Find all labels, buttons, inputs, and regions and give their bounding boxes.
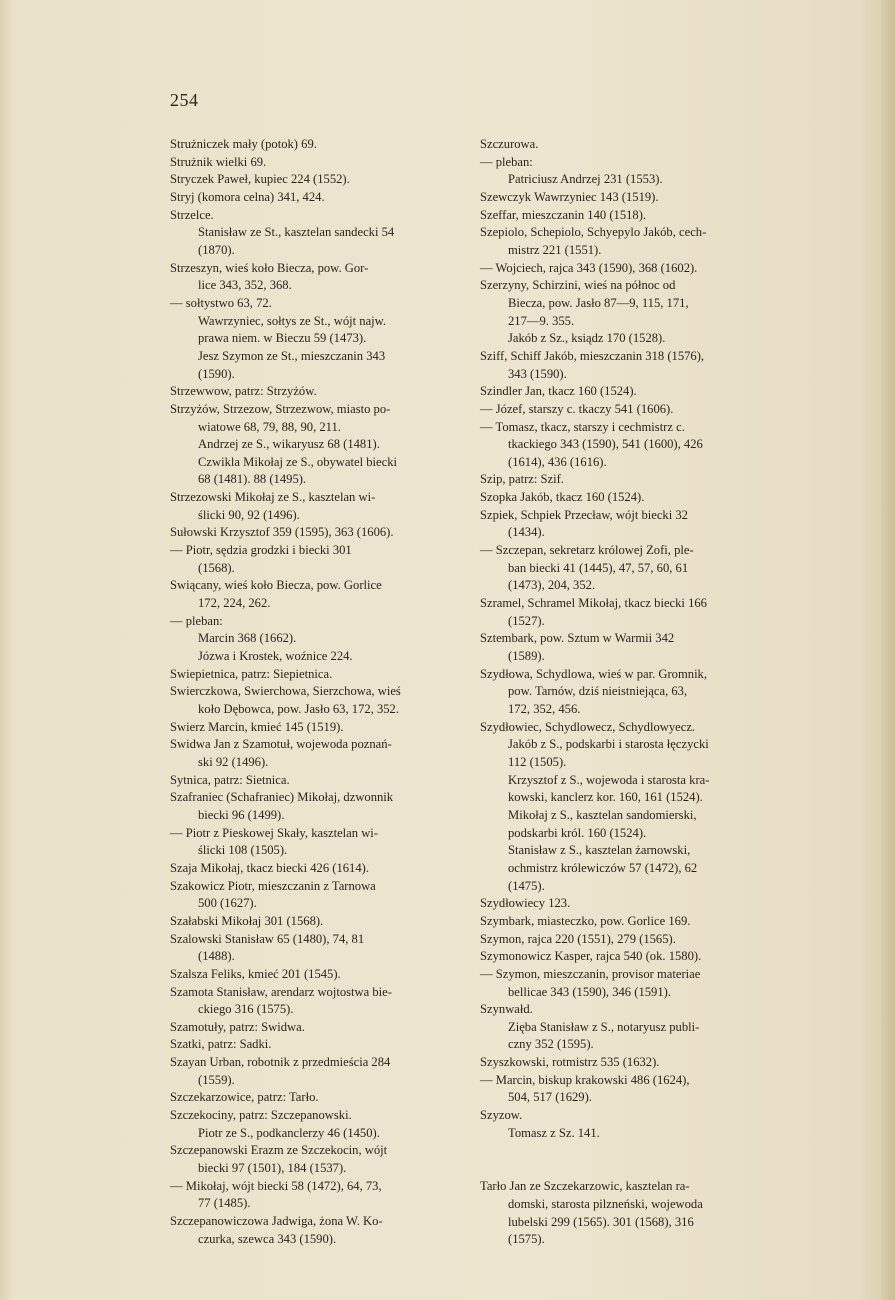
index-entry-line: Sułowski Krzysztof 359 (1595), 363 (1606). [170, 525, 394, 540]
index-entry-line: (1870). [198, 242, 235, 257]
index-entry-line: Swidwa Jan z Szamotuł, wojewoda poznań- [170, 737, 392, 752]
index-entry-line: Strzewwow, patrz: Strzyżów. [170, 384, 317, 399]
index-entry-line: Szamotuły, patrz: Swidwa. [170, 1019, 305, 1034]
index-entry-line: Szymbark, miasteczko, pow. Gorlice 169. [480, 913, 691, 928]
index-entry-line: 172, 224, 262. [198, 596, 271, 611]
index-entry-line: ochmistrz królewiczów 57 (1472), 62 [508, 860, 698, 875]
index-entry-line: Szymonowicz Kasper, rajca 540 (ok. 1580). [480, 949, 702, 964]
index-entry-line: domski, starosta pilzneński, wojewoda [508, 1197, 703, 1212]
index-entry-line: mistrz 221 (1551). [508, 242, 602, 257]
index-entry-line: Szydłowiecy 123. [480, 896, 571, 911]
index-entry-line: Zięba Stanisław z S., notaryusz publi- [508, 1019, 700, 1034]
index-entry-line: — Szymon, mieszczanin, provisor materiae [480, 966, 701, 981]
index-entry-line: (1473), 204, 352. [508, 578, 596, 593]
index-entry-line: (1559). [198, 1072, 235, 1087]
index-entry-line: Szindler Jan, tkacz 160 (1524). [480, 384, 637, 399]
index-entry-line: prawa niem. w Bieczu 59 (1473). [198, 331, 367, 346]
index-entry-line: Stanisław ze St., kasztelan sandecki 54 [198, 225, 395, 240]
right-column-tail [480, 1178, 768, 1249]
index-entry-line: Stanisław z S., kasztelan żarnowski, [508, 843, 691, 858]
index-entry-line: — pleban: [170, 613, 223, 628]
index-entry-line: Szepiolo, Schepiolo, Schyepylo Jakób, cech- [480, 225, 707, 240]
index-entry-line: Szerzyny, Schirzini, wieś na północ od [480, 278, 676, 293]
index-entry-line: Szewczyk Wawrzyniec 143 (1519). [480, 189, 659, 204]
index-entry-line: pow. Tarnów, dziś nieistniejąca, 63, [508, 684, 688, 699]
index-entry-line: 172, 352, 456. [508, 702, 581, 716]
index-entry-line: Szalsza Feliks, kmieć 201 (1545). [170, 966, 341, 981]
index-entry-line: tkackiego 343 (1590), 541 (1600), 426 [508, 437, 703, 452]
index-entry-line: — Szczepan, sekretarz królowej Zofi, ple- [480, 543, 694, 558]
index-entry-line: Sztembark, pow. Sztum w Warmii 342 [480, 631, 675, 646]
index-entry-line: biecki 97 (1501), 184 (1537). [198, 1161, 347, 1176]
index-entry-line: Szyszkowski, rotmistrz 535 (1632). [480, 1055, 660, 1070]
index-entry-line: podskarbi król. 160 (1524). [508, 825, 647, 840]
index-entry-line: — Piotr z Pieskowej Skały, kasztelan wi- [170, 825, 378, 840]
index-entry-line: Szayan Urban, robotnik z przedmieścia 284 [170, 1055, 391, 1070]
index-entry-line: Szramel, Schramel Mikołaj, tkacz biecki 166 [480, 596, 707, 611]
index-entry-line: (1614), 436 (1616). [508, 454, 607, 469]
index-entry-line: bellicae 343 (1590), 346 (1591). [508, 984, 671, 999]
index-entry-line: Szałabski Mikołaj 301 (1568). [170, 913, 324, 928]
index-entry-line: czurka, szewca 343 (1590). [198, 1231, 337, 1246]
index-entry-line: Szatki, patrz: Sadki. [170, 1037, 272, 1052]
index-entry-line: Swiącany, wieś koło Biecza, pow. Gorlice [170, 578, 382, 593]
index-column-right [480, 136, 768, 1249]
index-entry-line: (1527). [508, 613, 545, 628]
index-entry-line: ban biecki 41 (1445), 47, 57, 60, 61 [508, 560, 689, 575]
index-entry-line: Stryczek Paweł, kupiec 224 (1552). [170, 172, 350, 187]
index-entry-line: 217—9. 355. [508, 313, 575, 328]
index-entry-line: Szczepanowiczowa Jadwiga, żona W. Ko- [170, 1214, 383, 1229]
index-entry-line: 77 (1485). [198, 1196, 251, 1211]
index-entry-line: — Tomasz, tkacz, starszy i cechmistrz c. [480, 419, 685, 434]
index-entry-line: (1575). [508, 1232, 545, 1247]
index-entry-line: (1590). [198, 366, 235, 381]
index-entry-line: Andrzej ze S., wikaryusz 68 (1481). [198, 437, 380, 452]
index-entry-line: Strzezowski Mikołaj ze S., kasztelan wi- [170, 490, 376, 505]
index-entry-line: (1475). [508, 878, 545, 893]
index-entry-line: Szydłowiec, Schydlowecz, Schydlowyecz. [480, 719, 696, 734]
index-entry-line: — sołtystwo 63, 72. [170, 295, 272, 310]
index-entry-line: koło Dębowca, pow. Jasło 63, 172, 352. [198, 702, 400, 716]
index-entry-line: — Piotr, sędzia grodzki i biecki 301 [170, 543, 352, 558]
index-entry-line: Stryj (komora celna) 341, 424. [170, 189, 325, 204]
index-entry-line: Szakowicz Piotr, mieszczanin z Tarnowa [170, 878, 376, 893]
index-entry-line: 343 (1590). [508, 366, 567, 381]
index-entry-line: Szopka Jakób, tkacz 160 (1524). [480, 490, 645, 505]
index-entry-line: Czwikla Mikołaj ze S., obywatel biecki [198, 454, 398, 469]
index-entry-line: Strzelce. [170, 207, 214, 222]
index-entry-line: Szczekarzowice, patrz: Tarło. [170, 1090, 319, 1105]
index-entry-line: Jakób z S., podskarbi i starosta łęczycki [508, 737, 709, 752]
index-entry-line: — Marcin, biskup krakowski 486 (1624), [480, 1072, 690, 1087]
index-entry-line: ski 92 (1496). [198, 754, 269, 769]
index-entry-line: Swiepietnica, patrz: Siepietnica. [170, 666, 333, 681]
index-entry-line: (1589). [508, 649, 545, 664]
index-entry-line: Szczurowa. [480, 137, 539, 151]
index-entry-line: Szymon, rajca 220 (1551), 279 (1565). [480, 931, 676, 946]
index-entry-line: ckiego 316 (1575). [198, 1002, 294, 1017]
index-entry-line: Szczekociny, patrz: Szczepanowski. [170, 1108, 352, 1123]
index-entry-line: Szip, patrz: Szif. [480, 472, 564, 487]
index-entry-line: Sytnica, patrz: Sietnica. [170, 772, 290, 787]
index-entry-line: Krzysztof z S., wojewoda i starosta kra- [508, 772, 710, 787]
index-entry-line: Józwa i Krostek, woźnice 224. [198, 649, 353, 664]
index-entry-line: Szamota Stanisław, arendarz wojtostwa bie- [170, 984, 392, 999]
index-entry-line: ślicki 90, 92 (1496). [198, 507, 300, 522]
index-entry-line: biecki 96 (1499). [198, 807, 285, 822]
index-entry-line: (1568). [198, 560, 235, 575]
index-entry-line: — Józef, starszy c. tkaczy 541 (1606). [480, 401, 674, 416]
index-entry-line: Piotr ze S., podkanclerzy 46 (1450). [198, 1125, 380, 1140]
index-entry-line: Strużniczek mały (potok) 69. [170, 137, 317, 151]
index-entry-line: czny 352 (1595). [508, 1037, 594, 1052]
index-entry-line: 504, 517 (1629). [508, 1090, 592, 1105]
index-entry-line: — Mikołaj, wójt biecki 58 (1472), 64, 73, [170, 1178, 382, 1193]
index-entry-line: wiatowe 68, 79, 88, 90, 211. [198, 419, 341, 434]
index-entry-line: 500 (1627). [198, 896, 257, 911]
index-entry-line: Wawrzyniec, sołtys ze St., wójt najw. [198, 313, 387, 328]
section-gap [480, 1142, 768, 1178]
index-entry-line: Mikołaj z S., kasztelan sandomierski, [508, 807, 697, 822]
page-edge [881, 0, 895, 1300]
index-entry-line: Szydłowa, Schydlowa, wieś w par. Gromnik, [480, 666, 708, 681]
index-entry-line: Szeffar, mieszczanin 140 (1518). [480, 207, 647, 222]
index-entry-line: Szalowski Stanisław 65 (1480), 74, 81 [170, 931, 365, 946]
index-entry-line: Tomasz z Sz. 141. [508, 1125, 600, 1140]
index-entry-line: Szaja Mikołaj, tkacz biecki 426 (1614). [170, 860, 369, 875]
index-entry-line: Szpiek, Schpiek Przecław, wójt biecki 32 [480, 507, 688, 522]
index-entry-line: Strużnik wielki 69. [170, 154, 267, 169]
index-entry-line: — pleban: [480, 154, 533, 169]
index-entry-line: lice 343, 352, 368. [198, 278, 292, 293]
index-entry-line: Tarło Jan ze Szczekarzowic, kasztelan ra- [480, 1179, 690, 1194]
right-column-main [480, 136, 768, 1142]
index-entry-line: Swierczkowa, Swierchowa, Sierzchowa, wieś [170, 684, 401, 699]
index-entry-line: Strzeszyn, wieś koło Biecza, pow. Gor- [170, 260, 369, 275]
index-entry-line: Szafraniec (Schafraniec) Mikołaj, dzwonnik [170, 790, 394, 805]
index-entry-line: ślicki 108 (1505). [198, 843, 288, 858]
index-entry-line: Swierz Marcin, kmieć 145 (1519). [170, 719, 344, 734]
index-entry-line: Szczepanowski Erazm ze Szczekocin, wójt [170, 1143, 388, 1158]
index-entry-line: Strzyżów, Strzezow, Strzezwow, miasto po- [170, 401, 391, 416]
index-entry-line: Marcin 368 (1662). [198, 631, 297, 646]
index-entry-line: (1488). [198, 949, 235, 964]
index-entry-line: Jakób z Sz., ksiądz 170 (1528). [508, 331, 666, 346]
index-entry-line: Sziff, Schiff Jakób, mieszczanin 318 (1576), [480, 348, 705, 363]
index-column-left [170, 136, 458, 1248]
index-entry-line: Szyzow. [480, 1108, 523, 1123]
index-entry-line: Jesz Szymon ze St., mieszczanin 343 [198, 348, 386, 363]
index-entry-line: Biecza, pow. Jasło 87—9, 115, 171, [508, 295, 689, 310]
index-entry-line: (1434). [508, 525, 545, 540]
index-entry-line: 68 (1481). 88 (1495). [198, 472, 307, 487]
index-entry-line: — Wojciech, rajca 343 (1590), 368 (1602). [480, 260, 698, 275]
index-entry-line: Szynwałd. [480, 1002, 533, 1017]
page-number: 254 [170, 90, 199, 110]
index-entry-line: 112 (1505). [508, 754, 567, 769]
index-entry-line: kowski, kanclerz kor. 160, 161 (1524). [508, 790, 703, 805]
index-entry-line: Patriciusz Andrzej 231 (1553). [508, 172, 663, 187]
index-entry-line: lubelski 299 (1565). 301 (1568), 316 [508, 1214, 694, 1229]
